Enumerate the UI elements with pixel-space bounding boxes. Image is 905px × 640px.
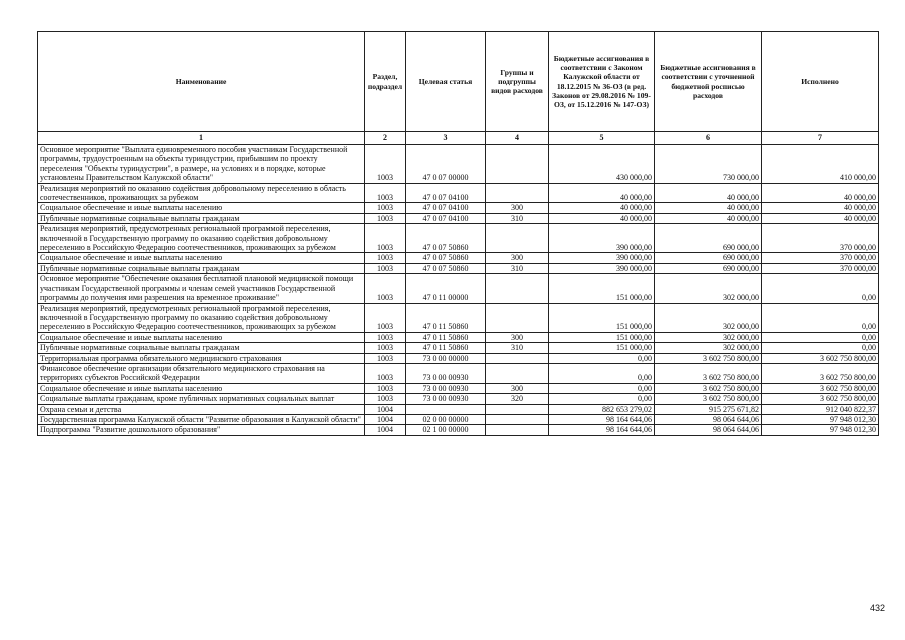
row-target: 02 0 00 00000 [406,414,486,424]
row-group [486,145,549,184]
row-revised-amount: 302 000,00 [655,332,762,342]
budget-table [37,31,879,436]
row-group: 310 [486,263,549,273]
row-section: 1004 [365,425,406,435]
table-row [38,383,879,393]
row-section: 1003 [365,383,406,393]
row-group: 310 [486,213,549,223]
row-target: 47 0 07 00000 [406,145,486,184]
table-row [38,353,879,363]
row-revised-amount: 40 000,00 [655,183,762,203]
row-revised-amount: 302 000,00 [655,343,762,353]
row-law-amount: 40 000,00 [549,203,655,213]
row-section: 1003 [365,253,406,263]
row-section: 1003 [365,263,406,273]
table-row [38,203,879,213]
table-row [38,224,879,253]
table-row [38,213,879,223]
page-number: 432 [869,603,885,613]
header-target: Целевая статья [406,32,486,132]
row-target: 02 1 00 00000 [406,425,486,435]
row-executed-amount: 40 000,00 [762,213,879,223]
row-law-amount: 40 000,00 [549,213,655,223]
row-name: Публичные нормативные социальные выплаты гражданам [38,263,365,273]
row-target [406,404,486,414]
row-name: Реализация мероприятий, предусмотренных региональной программой переселения, включенной в Государственную программу по оказанию содействия добровольному переселению в Российскую Федерацию соотечественников, проживающих за рубежом [38,303,365,332]
row-target: 47 0 07 04100 [406,213,486,223]
row-section: 1003 [365,343,406,353]
table-row [38,183,879,203]
header-section: Раздел, подраздел [365,32,406,132]
row-target: 47 0 07 50860 [406,263,486,273]
column-number-row [38,132,879,145]
row-executed-amount: 40 000,00 [762,183,879,203]
row-section: 1003 [365,213,406,223]
row-group: 320 [486,394,549,404]
row-name: Охрана семьи и детства [38,404,365,414]
row-law-amount: 40 000,00 [549,183,655,203]
table-row [38,263,879,273]
row-law-amount: 151 000,00 [549,332,655,342]
row-executed-amount: 3 602 750 800,00 [762,353,879,363]
row-group [486,414,549,424]
row-revised-amount: 690 000,00 [655,253,762,263]
table-row [38,404,879,414]
row-executed-amount: 3 602 750 800,00 [762,394,879,404]
row-name: Социальное обеспечение и иные выплаты населению [38,203,365,213]
row-name: Социальные выплаты гражданам, кроме публичных нормативных социальных выплат [38,394,365,404]
row-name: Социальное обеспечение и иные выплаты населению [38,253,365,263]
header-revised: Бюджетные ассигнования в соответствии с уточненной бюджетной росписью расходов [655,32,762,132]
row-law-amount: 430 000,00 [549,145,655,184]
row-name: Основное мероприятие "Обеспечение оказания бесплатной плановой медицинской помощи участникам Государственной программы и членам семей участников Государственной программы до получения ими разрешения на временное проживание" [38,274,365,303]
row-group [486,425,549,435]
row-revised-amount: 98 064 644,06 [655,414,762,424]
row-group [486,353,549,363]
table-row [38,394,879,404]
row-executed-amount: 3 602 750 800,00 [762,363,879,383]
row-group [486,183,549,203]
row-revised-amount: 40 000,00 [655,213,762,223]
row-target: 47 0 07 50860 [406,224,486,253]
row-target: 47 0 07 50860 [406,253,486,263]
row-name: Территориальная программа обязательного медицинского страхования [38,353,365,363]
row-group: 300 [486,203,549,213]
row-section: 1003 [365,183,406,203]
row-section: 1003 [365,353,406,363]
table-row [38,253,879,263]
row-section: 1003 [365,363,406,383]
row-law-amount: 0,00 [549,363,655,383]
row-name: Социальное обеспечение и иные выплаты населению [38,332,365,342]
column-number: 2 [365,132,406,145]
row-group [486,274,549,303]
row-law-amount: 882 653 279,02 [549,404,655,414]
row-target: 73 0 00 00930 [406,394,486,404]
table-row [38,303,879,332]
row-revised-amount: 302 000,00 [655,274,762,303]
row-law-amount: 0,00 [549,353,655,363]
row-executed-amount: 0,00 [762,274,879,303]
row-law-amount: 98 164 644,06 [549,414,655,424]
row-group [486,363,549,383]
row-target: 47 0 11 50860 [406,343,486,353]
row-target: 47 0 07 04100 [406,203,486,213]
row-section: 1003 [365,203,406,213]
row-section: 1004 [365,404,406,414]
table-row [38,343,879,353]
column-number: 5 [549,132,655,145]
row-executed-amount: 97 948 012,30 [762,425,879,435]
row-executed-amount: 97 948 012,30 [762,414,879,424]
header-executed: Исполнено [762,32,879,132]
table-row [38,145,879,184]
row-target: 73 0 00 00930 [406,383,486,393]
row-section: 1003 [365,394,406,404]
row-revised-amount: 3 602 750 800,00 [655,383,762,393]
row-executed-amount: 0,00 [762,343,879,353]
row-target: 47 0 11 50860 [406,332,486,342]
row-executed-amount: 410 000,00 [762,145,879,184]
header-name: Наименование [38,32,365,132]
row-revised-amount: 690 000,00 [655,263,762,273]
table-row [38,363,879,383]
row-law-amount: 151 000,00 [549,274,655,303]
row-name: Основное мероприятие "Выплата единовременного пособия участникам Государственной программы, трудоустроенным на объекты туриндустрии, прибывшим по проекту переселения "Объекты туриндустрии", в размере, на условиях и в порядке, которые установлены Правительством Калужской области" [38,145,365,184]
row-revised-amount: 730 000,00 [655,145,762,184]
row-name: Финансовое обеспечение организации обязательного медицинского страхования на территориях субъектов Российской Федерации [38,363,365,383]
row-name: Реализация мероприятий по оказанию содействия добровольному переселению в область соотечественников, проживающих за рубежом [38,183,365,203]
row-section: 1003 [365,303,406,332]
column-number: 7 [762,132,879,145]
column-number: 4 [486,132,549,145]
row-target: 47 0 11 50860 [406,303,486,332]
row-section: 1003 [365,224,406,253]
header-row [38,32,879,132]
row-revised-amount: 40 000,00 [655,203,762,213]
header-groups: Группы и подгруппы видов расходов [486,32,549,132]
row-law-amount: 390 000,00 [549,224,655,253]
row-law-amount: 390 000,00 [549,253,655,263]
row-executed-amount: 3 602 750 800,00 [762,383,879,393]
row-law-amount: 151 000,00 [549,303,655,332]
row-law-amount: 0,00 [549,383,655,393]
row-law-amount: 98 164 644,06 [549,425,655,435]
row-law-amount: 0,00 [549,394,655,404]
column-number: 3 [406,132,486,145]
row-executed-amount: 370 000,00 [762,224,879,253]
row-section: 1004 [365,414,406,424]
row-target: 73 0 00 00000 [406,353,486,363]
row-revised-amount: 690 000,00 [655,224,762,253]
row-executed-amount: 912 040 822,37 [762,404,879,414]
table-row [38,425,879,435]
row-revised-amount: 98 064 644,06 [655,425,762,435]
column-number: 6 [655,132,762,145]
row-target: 47 0 11 00000 [406,274,486,303]
row-target: 73 0 00 00930 [406,363,486,383]
column-number: 1 [38,132,365,145]
row-law-amount: 390 000,00 [549,263,655,273]
row-section: 1003 [365,332,406,342]
row-executed-amount: 370 000,00 [762,253,879,263]
row-revised-amount: 3 602 750 800,00 [655,394,762,404]
row-revised-amount: 3 602 750 800,00 [655,353,762,363]
row-law-amount: 151 000,00 [549,343,655,353]
row-group: 300 [486,332,549,342]
table-body [38,145,879,436]
row-name: Государственная программа Калужской области "Развитие образования в Калужской области" [38,414,365,424]
row-group [486,404,549,414]
row-executed-amount: 40 000,00 [762,203,879,213]
row-name: Социальное обеспечение и иные выплаты населению [38,383,365,393]
row-name: Реализация мероприятий, предусмотренных региональной программой переселения, включенной в Государственную программу по оказанию содействия добровольному переселению в Российскую Федерацию соотечественников, проживающих за рубежом [38,224,365,253]
row-revised-amount: 3 602 750 800,00 [655,363,762,383]
row-executed-amount: 370 000,00 [762,263,879,273]
row-revised-amount: 302 000,00 [655,303,762,332]
row-revised-amount: 915 275 671,82 [655,404,762,414]
table-row [38,332,879,342]
row-executed-amount: 0,00 [762,332,879,342]
table-row [38,274,879,303]
row-name: Подпрограмма "Развитие дошкольного образования" [38,425,365,435]
header-law: Бюджетные ассигнования в соответствии с Законом Калужской области от 18.12.2015 № 36-ОЗ (в ред. Законов от 29.08.2016 № 109-ОЗ, от 15.12.2016 № 147-ОЗ) [549,32,655,132]
row-group [486,224,549,253]
row-group: 300 [486,383,549,393]
table-row [38,414,879,424]
row-target: 47 0 07 04100 [406,183,486,203]
row-executed-amount: 0,00 [762,303,879,332]
row-group [486,303,549,332]
row-section: 1003 [365,145,406,184]
row-section: 1003 [365,274,406,303]
row-group: 310 [486,343,549,353]
row-name: Публичные нормативные социальные выплаты гражданам [38,343,365,353]
row-name: Публичные нормативные социальные выплаты гражданам [38,213,365,223]
row-group: 300 [486,253,549,263]
